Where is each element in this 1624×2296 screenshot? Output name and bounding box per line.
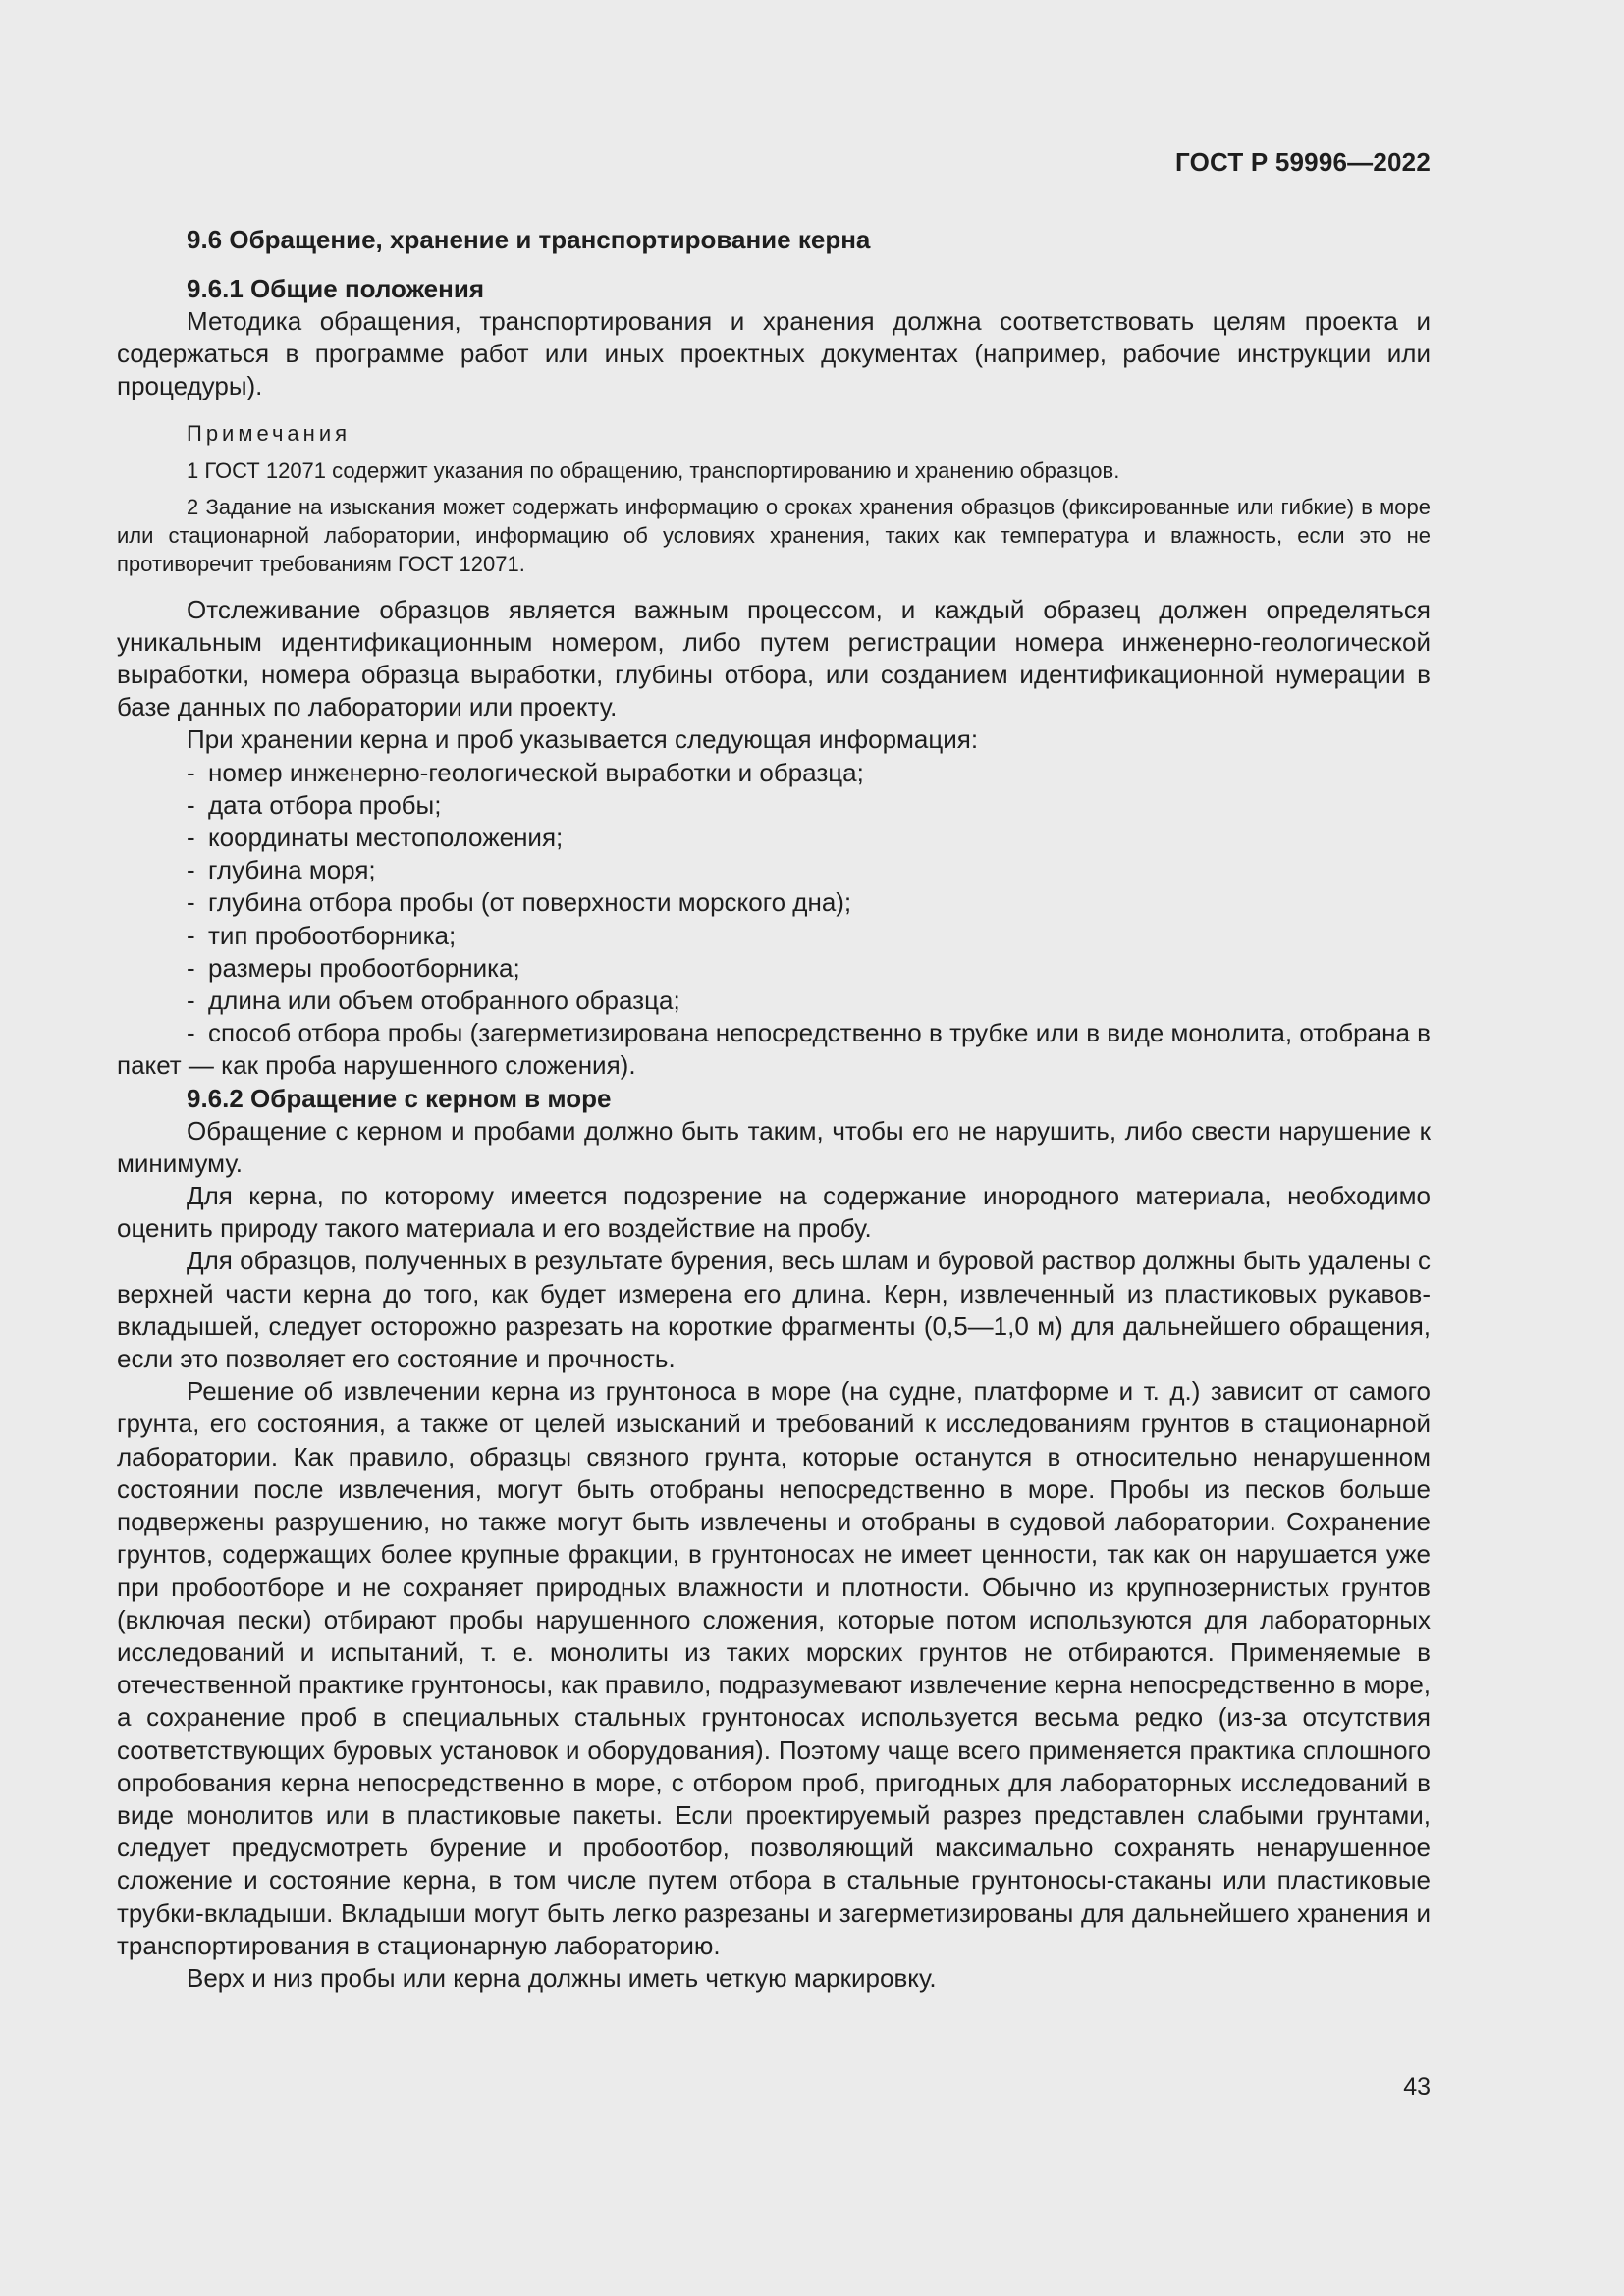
list-dash: - [187, 952, 195, 983]
paragraph-drilling-samples: Для образцов, полученных в результате бурения, весь шлам и буровой раствор должны быть удалены с верхней части керна до того, как будет измерена его длина. Керн, извлеченный из пластиковых рукавов-вкладышей, следует осторожно разрезать на короткие фрагменты (0,5—1,0 м) для дальнейшего обращения, если это позволяет его состояние и прочность. [117, 1246, 1431, 1374]
document-code-header: ГОСТ Р 59996—2022 [1175, 147, 1431, 177]
list-item [117, 1017, 1431, 1082]
paragraph-methodology: Методика обращения, транспортирования и хранения должна соответствовать целям проекта и содержаться в программе работ или иных проектных документах (например, рабочие инструкции или процедуры). [117, 306, 1431, 401]
list-dash: - [187, 920, 195, 950]
list-item [117, 920, 1431, 952]
list-item [117, 886, 1431, 919]
list-dash: - [187, 1018, 195, 1048]
paragraph-list-intro: При хранении керна и проб указывается следующая информация: [187, 724, 979, 755]
list-dash: - [187, 855, 195, 885]
section-title-9-6: 9.6 Обращение, хранение и транспортирование керна [187, 225, 871, 254]
list-item-text: размеры пробоотборника; [208, 952, 520, 983]
list-dash: - [187, 823, 195, 853]
list-item-text: координаты местоположения; [208, 823, 564, 853]
paragraph-core-extraction: Решение об извлечении керна из грунтоноса в море (на судне, платформе и т. д.) зависит от самого грунта, его состояния, а также от целей изысканий и требований к исследованиям грунтов в стационарной лаборатории. Как правило, образцы связного грунта, которые останутся в относительно ненарушенном состоянии после извлечения, могут быть отобраны непосредственно в море. Пробы из песков больше подвержены разрушению, но также могут быть извлечены и отобраны в судовой лаборатории. Сохранение грунтов, содержащих более крупные фракции, в грунтоносах не имеет ценности, так как он нарушается уже при пробоотборе и не сохраняет природных влажности и плотности. Обычно из крупнозернистых грунтов (включая пески) отбирают пробы нарушенного сложения, которые потом используются для лабораторных исследований и испытаний, т. е. монолиты из таких морских грунтов не отбираются. Применяемые в отечественной практике грунтоносы, как правило, подразумевают извлечение керна непосредственно в море, а сохранение проб в специальных стальных грунтоносах используется весьма редко (из-за отсутствия соответствующих буровых установок и оборудования). Поэтому чаще всего применяется практика сплошного опробования керна непосредственно в море, с отбором проб, пригодных для лабораторных исследований в виде монолитов или в пластиковые пакеты. Если проектируемый разрез представлен слабыми грунтами, следует предусмотреть бурение и пробоотбор, позволяющий максимально сохранять ненарушенное сложение и состояние керна, в том числе путем отбора в стальные грунтоносы-стаканы или пластиковые трубки-вкладыши. Вкладыши могут быть легко разрезаны и загерметизированы для дальнейшего хранения и транспортирования в стационарную лабораторию. [117, 1376, 1431, 1960]
list-dash: - [187, 986, 195, 1016]
list-item [117, 757, 1431, 789]
paragraph-marking: Верх и низ пробы или керна должны иметь четкую маркировку. [187, 1962, 937, 1993]
list-item-text: глубина моря; [208, 855, 376, 885]
paragraph-tracking: Отслеживание образцов является важным процессом, и каждый образец должен определяться уникальным идентификационным номером, либо путем регистрации номера инженерно-геологической выработки, номера образца выработки, глубины отбора, или созданием идентификационной нумерации в базе данных по лаборатории или проекту. [117, 594, 1431, 722]
list-dash: - [187, 789, 195, 820]
note-2: 2 Задание на изыскания может содержать информацию о сроках хранения образцов (фиксированные или гибкие) в море или стационарной лаборатории, информацию об условиях хранения, таких как температура и влажность, если это не противоречит требованиям ГОСТ 12071. [117, 494, 1431, 576]
paragraph-handling: Обращение с керном и пробами должно быть таким, чтобы его не нарушить, либо свести нарушение к минимуму. [117, 1115, 1431, 1178]
paragraph-foreign-material: Для керна, по которому имеется подозрение на содержание инородного материала, необходимо оценить природу такого материала и его воздействие на пробу. [117, 1181, 1431, 1244]
list-item-text: глубина отбора пробы (от поверхности морского дна); [208, 887, 852, 918]
list-item-text: способ отбора пробы (загерметизирована непосредственно в трубке или в виде монолита, отобрана в пакет — как проба нарушенного сложения). [117, 1018, 1431, 1081]
section-title-9-6-1: 9.6.1 Общие положения [187, 274, 484, 303]
page-content [117, 224, 1431, 1995]
list-item [117, 985, 1431, 1017]
list-item-text: дата отбора пробы; [208, 789, 442, 820]
list-item-text: номер инженерно-геологической выработки и образца; [208, 757, 864, 787]
list-item-text: длина или объем отобранного образца; [208, 986, 680, 1016]
list-item-text: тип пробоотборника; [208, 920, 457, 950]
list-item [117, 952, 1431, 985]
page-number: 43 [1403, 2073, 1431, 2101]
list-item [117, 854, 1431, 886]
note-1: 1 ГОСТ 12071 содержит указания по обращению, транспортированию и хранению образцов. [187, 457, 1120, 483]
list-dash: - [187, 887, 195, 918]
storage-info-list [117, 757, 1431, 1083]
notes-heading: Примечания [187, 420, 352, 446]
list-dash: - [187, 757, 195, 787]
section-title-9-6-2: 9.6.2 Обращение с керном в море [187, 1083, 612, 1113]
list-item [117, 822, 1431, 854]
list-item [117, 789, 1431, 822]
